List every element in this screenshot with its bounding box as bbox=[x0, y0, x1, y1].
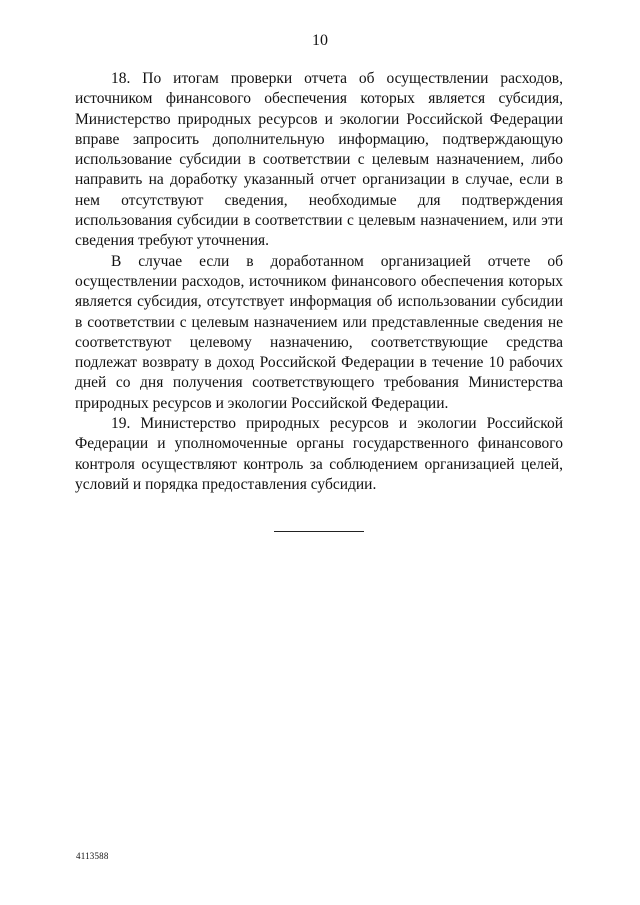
document-body bbox=[75, 69, 563, 495]
paragraph-18: 18. По итогам проверки отчета об осуществлении расходов, источником финансового обеспечения которых является субсидия, Министерство природных ресурсов и экологии Российской Федерации вправе запросить дополнительную информацию, подтверждающую использование субсидии в соответствии с целевым назначением, либо направить на доработку указанный отчет организации в случае, если в нем отсутствуют сведения, необходимые для подтверждения использования субсидии в соответствии с целевым назначением, или эти сведения требуют уточнения. bbox=[75, 70, 563, 250]
paragraph-18-continuation: В случае если в доработанном организацией отчете об осуществлении расходов, источником финансового обеспечения которых является субсидия, отсутствует информация об использовании субсидии в соответствии с целевым назначением или представленные сведения не соответствуют целевому назначению, соответствующие средства подлежат возврату в доход Российской Федерации в течение 10 рабочих дней со дня получения соответствующего требования Министерства природных ресурсов и экологии Российской Федерации. bbox=[75, 252, 563, 412]
page-number: 10 bbox=[312, 32, 328, 49]
document-code: 4113588 bbox=[76, 851, 109, 861]
end-separator-line bbox=[274, 531, 364, 532]
paragraph-19: 19. Министерство природных ресурсов и экологии Российской Федерации и уполномоченные органы государственного финансового контроля осуществляют контроль за соблюдением организацией целей, условий и порядка предоставления субсидии. bbox=[75, 415, 563, 493]
